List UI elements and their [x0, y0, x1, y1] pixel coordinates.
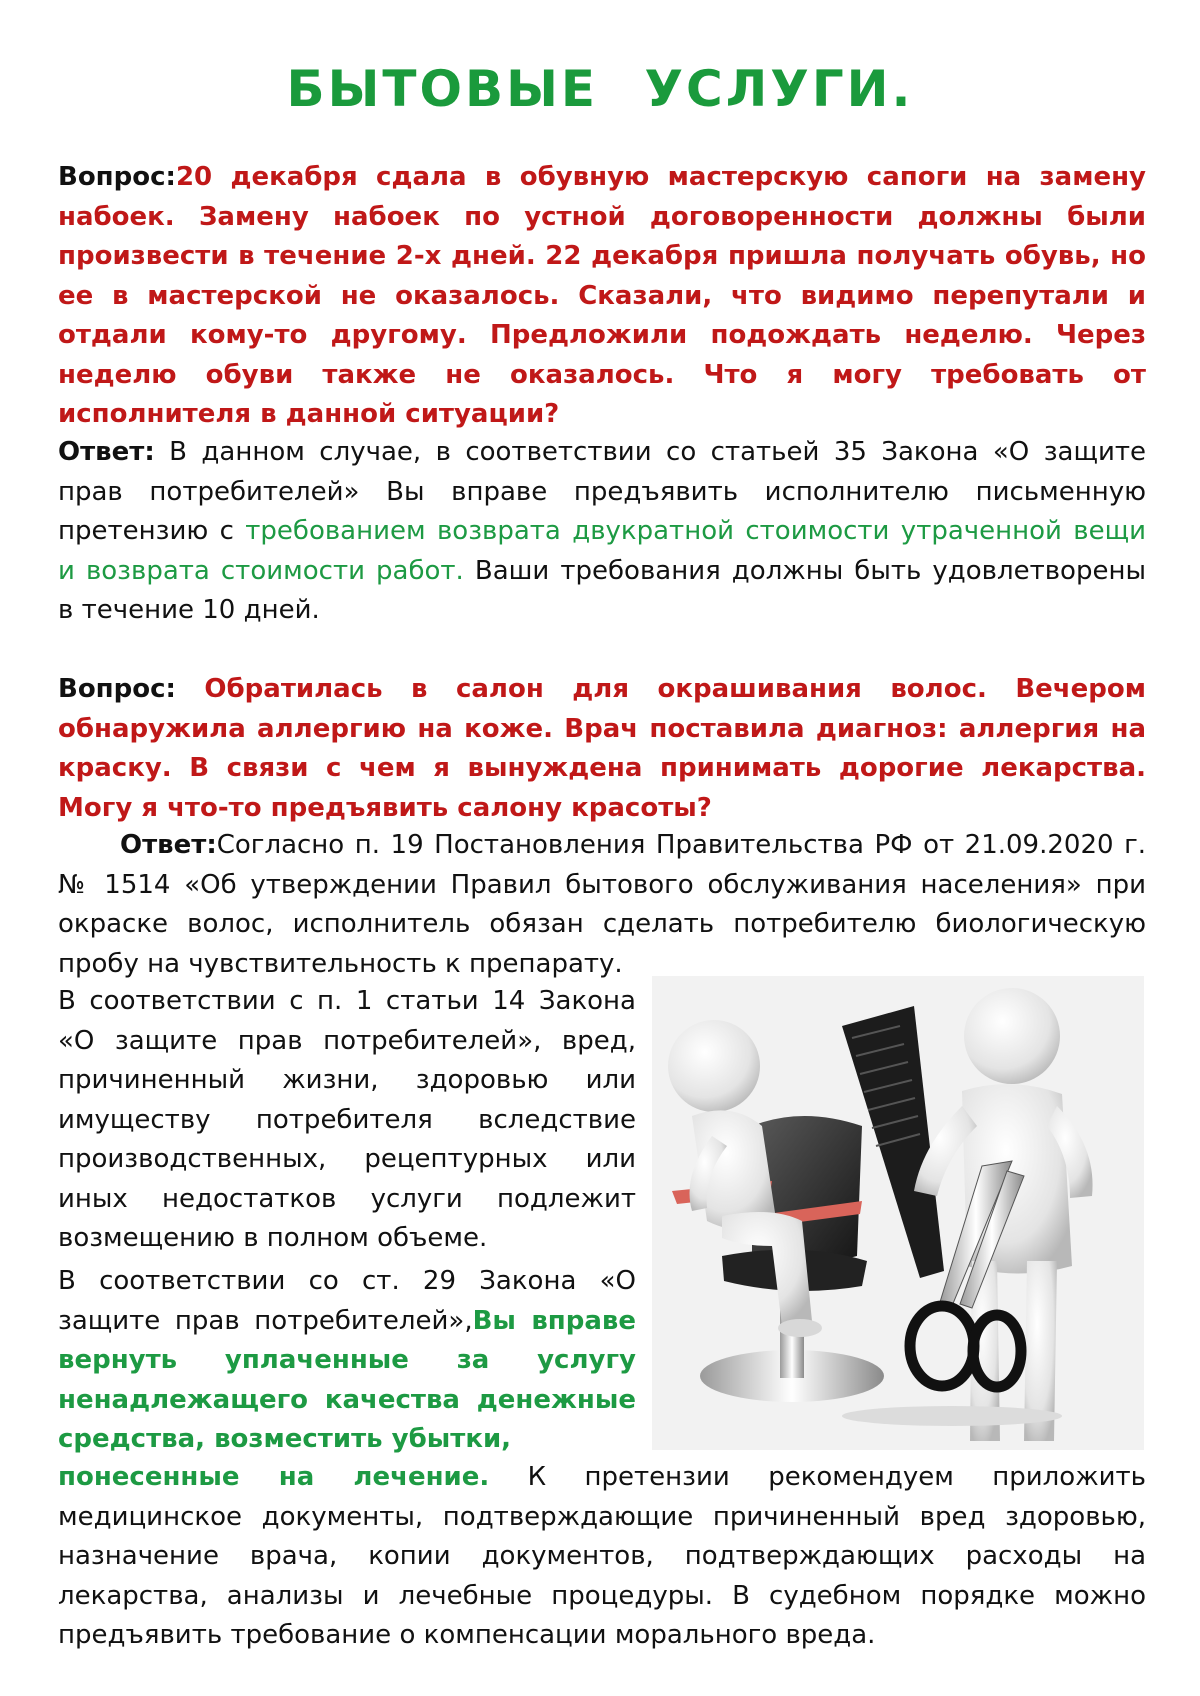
- answer-2: [58, 826, 1146, 984]
- answer-2-paragraph-3-highlight: Вы вправе вернуть уплаченные за услугу ненадлежащего качества денежные средства, возместить убытки,: [58, 1305, 636, 1454]
- question-2: [58, 670, 1146, 828]
- answer-2-paragraph-3: [58, 1262, 636, 1460]
- answer-1-label: Ответ:: [58, 437, 155, 467]
- answer-2-paragraph-2: В соответствии с п. 1 статьи 14 Закона «О защите прав потребителей», вред, причиненный жизни, здоровью или имуществу потребителя вследствие производственных, рецептурных или иных недостатков услуги подлежит возмещению в полном объеме.: [58, 986, 636, 1253]
- question-1-text: 20 декабря сдала в обувную мастерскую сапоги на замену набоек. Замену набоек по устной договоренности должны были произвести в течение 2-х дней. 22 декабря пришла получать обувь, но ее в мастерской не оказалось. Сказали, что видимо перепутали и отдали кому-то другому. Предложили подождать неделю. Через неделю обуви также не оказалось. Что я могу требовать от исполнителя в данной ситуации?: [58, 162, 1146, 429]
- answer-1-text-start: В данном случае, в соответствии со статьей 35 Закона «О защите прав потребителей» Вы вправе предъявить исполнителю письменную претензию с: [58, 437, 1146, 546]
- question-2-label: Вопрос:: [58, 674, 176, 704]
- question-1: [58, 158, 1146, 435]
- hairdresser-illustration-icon: [652, 976, 1144, 1450]
- answer-2-text: Согласно п. 19 Постановления Правительства РФ от 21.09.2020 г. № 1514 «Об утверждении Правил бытового обслуживания населения» при окраске волос, исполнитель обязан сделать потребителю биологическую пробу на чувствительность к препарату.: [58, 830, 1146, 979]
- answer-2-paragraph-3-end: К претензии рекомендуем приложить медицинское документы, подтверждающие причиненный вред здоровью, назначение врача, копии документов, подтверждающих расходы на лекарства, анализы и лечебные процедуры. В судебном порядке можно предъявить требование о компенсации морального вреда.: [58, 1462, 1146, 1650]
- question-2-text: Обратилась в салон для окрашивания волос. Вечером обнаружила аллергию на коже. Врач поставила диагноз: аллергия на краску. В связи с чем я вынуждена принимать дорогие лекарства. Могу я что-то предъявить салону красоты?: [58, 674, 1146, 823]
- answer-2-paragraph-3-continued: [58, 1458, 1146, 1656]
- answer-2-paragraph-3-start: В соответствии со ст. 29 Закона «О защите прав потребителей»,: [58, 1266, 636, 1336]
- question-1-label: Вопрос:: [58, 162, 176, 192]
- answer-2-label: Ответ:: [120, 830, 217, 860]
- answer-1: [58, 433, 1146, 631]
- answer-1-text-end: Ваши требования должны быть удовлетворены в течение 10 дней.: [58, 555, 1146, 625]
- page-title: БЫТОВЫЕ УСЛУГИ.: [286, 60, 914, 118]
- answer-1-highlight: требованием возврата двукратной стоимости утраченной вещи и возврата стоимости работ.: [58, 516, 1146, 586]
- answer-2-highlight-continued: понесенные на лечение.: [58, 1462, 490, 1492]
